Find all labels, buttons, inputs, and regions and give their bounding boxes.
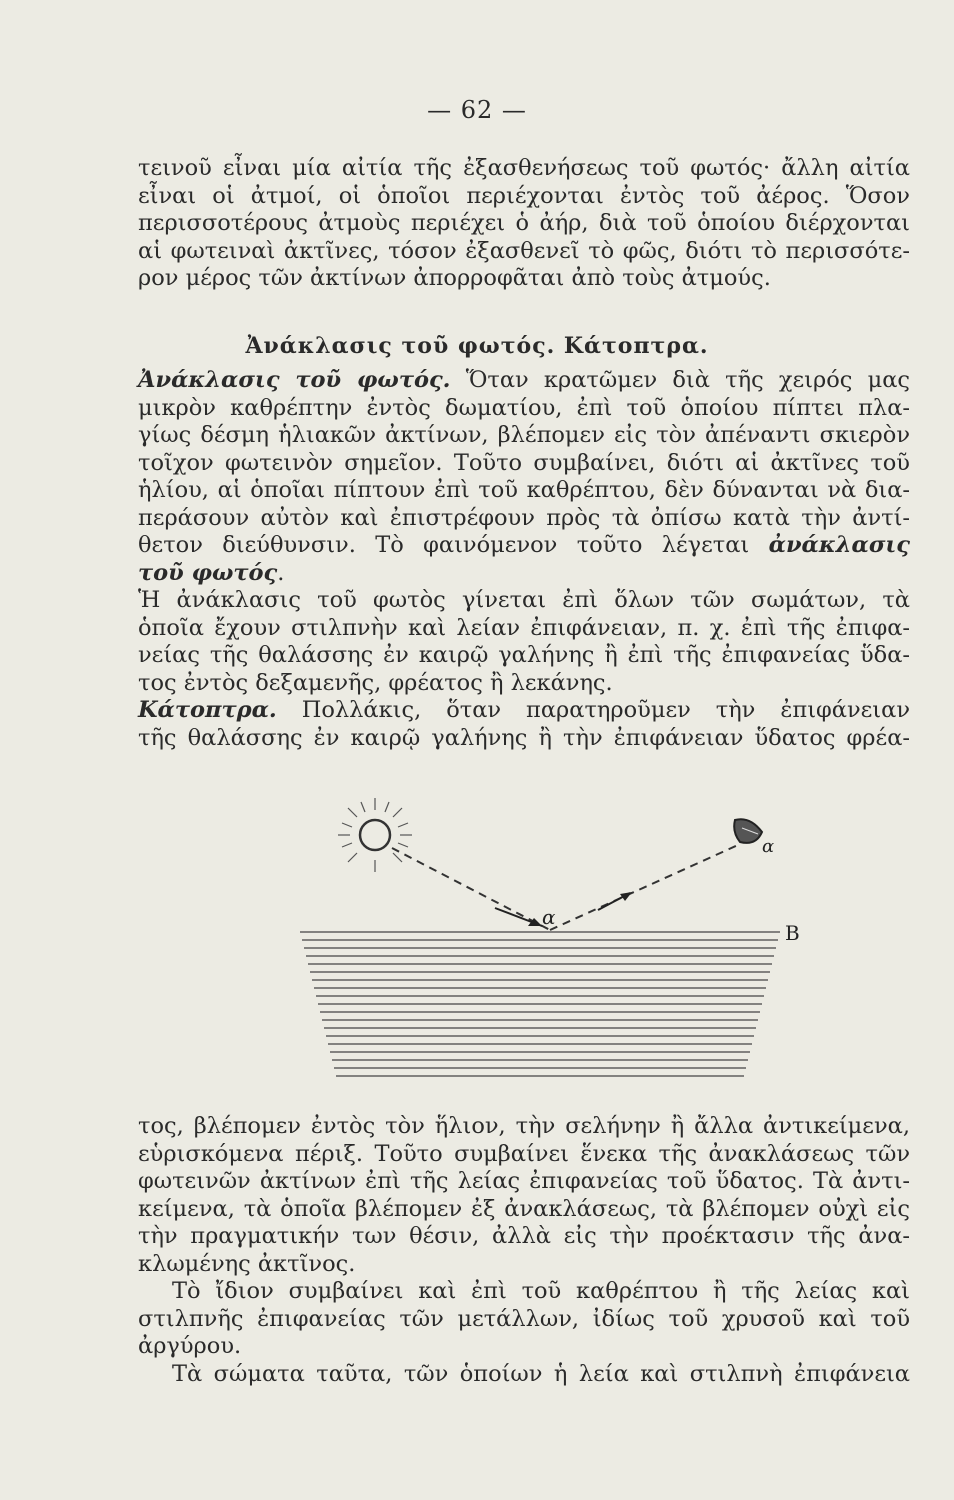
paragraph-continued <box>138 155 910 293</box>
text-line: μικρὸν καθρέπτην ἐντὸς δωματίου, ἐπὶ τοῦ ὁποίου πίπτει πλα- <box>138 394 910 421</box>
text-line: εὑρισκόμενα πέριξ. Τοῦτο συμβαίνει ἕνεκα τῆς ἀνακλάσεως τῶν <box>138 1140 910 1167</box>
text-line: κλωμένης ἀκτῖνος. <box>138 1250 356 1277</box>
text-line <box>138 532 910 560</box>
sun-icon <box>338 798 412 872</box>
water-surface <box>300 932 780 1076</box>
text-line: εἶναι οἱ ἀτμοί, οἱ ὁποῖοι περιέχονται ἐντὸς τοῦ ἀέρος. Ὅσον <box>138 182 910 209</box>
text-fragment: Πολλάκις, ὅταν παρατηροῦμεν τὴν ἐπιφάνειαν <box>276 697 910 723</box>
text-line: τεινοῦ εἶναι μία αἰτία τῆς ἐξασθενήσεως τοῦ φωτός· ἄλλη αἰτία <box>138 155 910 181</box>
text-line: τος ἐντὸς δεξαμενῆς, φρέατος ἢ λεκάνης. <box>138 669 613 696</box>
section-body-continued <box>138 1113 910 1388</box>
text-fragment: . <box>277 559 285 586</box>
reflection-figure <box>280 790 820 1090</box>
text-line: νείας τῆς θαλάσσης ἐν καιρῷ γαλήνης ἢ ἐπὶ τῆς ἐπιφανείας ὕδα- <box>138 642 910 668</box>
text-line: ρον μέρος τῶν ἀκτίνων ἀπορροφᾶται ἀπὸ τοὺς ἀτμούς. <box>138 265 771 291</box>
text-line: τὴν πραγματικήν των θέσιν, ἀλλὰ εἰς τὴν προέκτασιν τῆς ἀνα- <box>138 1223 910 1249</box>
text-line: στιλπνῆς ἐπιφανείας τῶν μετάλλων, ἰδίως τοῦ χρυσοῦ καὶ τοῦ <box>138 1305 910 1332</box>
text-fragment: θετον διεύθυνσιν. Τὸ φαινόμενον τοῦτο λέγεται <box>138 532 750 558</box>
figure-label-c: α <box>762 836 775 857</box>
defined-term: ἀνάκλασις <box>768 532 910 558</box>
text-line <box>138 697 910 725</box>
reflected-ray <box>550 845 738 930</box>
text-line: περάσουν αὐτὸν καὶ ἐπιστρέφουν πρὸς τὰ ὀπίσω κατὰ τὴν ἀντί- <box>138 504 910 531</box>
text-line <box>138 560 910 588</box>
text-line: φωτεινῶν ἀκτίνων ἐπὶ τῆς λείας ἐπιφανείας τοῦ ὕδατος. Τὰ ἀντι- <box>138 1168 910 1194</box>
text-line: Τὸ ἴδιον συμβαίνει καὶ ἐπὶ τοῦ καθρέπτου ἢ τῆς λείας καὶ <box>172 1278 910 1304</box>
paragraph-lead: Κάτοπτρα. <box>138 697 277 723</box>
incident-arrow <box>495 908 542 926</box>
text-line: αἱ φωτειναὶ ἀκτῖνες, τόσον ἐξασθενεῖ τὸ φῶς, διότι τὸ περισσότε- <box>138 237 910 264</box>
reflected-arrow <box>598 892 632 910</box>
text-line: ἀργύρου. <box>138 1333 242 1359</box>
text-line: τῆς θαλάσσης ἐν καιρῷ γαλήνης ἢ τὴν ἐπιφάνειαν ὕδατος φρέα- <box>138 724 910 751</box>
defined-term: τοῦ φωτός <box>138 559 278 586</box>
page-number: — 62 — <box>427 96 527 124</box>
text-line: τος, βλέπομεν ἐντὸς τὸν ἥλιον, τὴν σελήνην ἢ ἄλλα ἀντικείμενα, <box>138 1113 910 1139</box>
section-body <box>138 367 910 752</box>
text-line: Ἡ ἀνάκλασις τοῦ φωτὸς γίνεται ἐπὶ ὅλων τῶν σωμάτων, τὰ <box>138 587 910 613</box>
text-line: τοῖχον φωτεινὸν σημεῖον. Τοῦτο συμβαίνει, διότι αἱ ἀκτῖνες τοῦ <box>138 449 910 476</box>
text-fragment: Ὅταν κρατῶμεν διὰ τῆς χειρός μας <box>450 367 910 393</box>
text-line: κείμενα, τὰ ὁποῖα βλέπομεν ἐξ ἀνακλάσεως, τὰ βλέπομεν οὐχὶ εἰς <box>138 1195 910 1222</box>
text-line: ἡλίου, αἱ ὁποῖαι πίπτουν ἐπὶ τοῦ καθρέπτου, δὲν δύνανται νὰ δια- <box>138 477 910 503</box>
text-line <box>138 367 910 395</box>
text-line: περισσοτέρους ἀτμοὺς περιέχει ὁ ἀήρ, διὰ τοῦ ὁποίου διέρχονται <box>138 210 910 236</box>
text-line: ὁποῖα ἔχουν στιλπνὴν καὶ λείαν ἐπιφάνειαν, π. χ. ἐπὶ τῆς ἐπιφα- <box>138 614 910 641</box>
eye-icon <box>734 819 762 843</box>
section-heading: Ἀνάκλασις τοῦ φωτός. Κάτοπτρα. <box>245 333 709 359</box>
figure-label-a: α <box>542 905 556 929</box>
paragraph-lead: Ἀνάκλασις τοῦ φωτός. <box>138 367 451 393</box>
text-line: γίως δέσμη ἡλιακῶν ἀκτίνων, βλέπομεν εἰς τὸν ἀπέναντι σκιερὸν <box>138 422 910 448</box>
incident-ray <box>392 848 550 930</box>
figure-label-b: B <box>785 921 800 945</box>
text-line: Τὰ σώματα ταῦτα, τῶν ὁποίων ἡ λεία καὶ στιλπνὴ ἐπιφάνεια <box>172 1360 910 1387</box>
